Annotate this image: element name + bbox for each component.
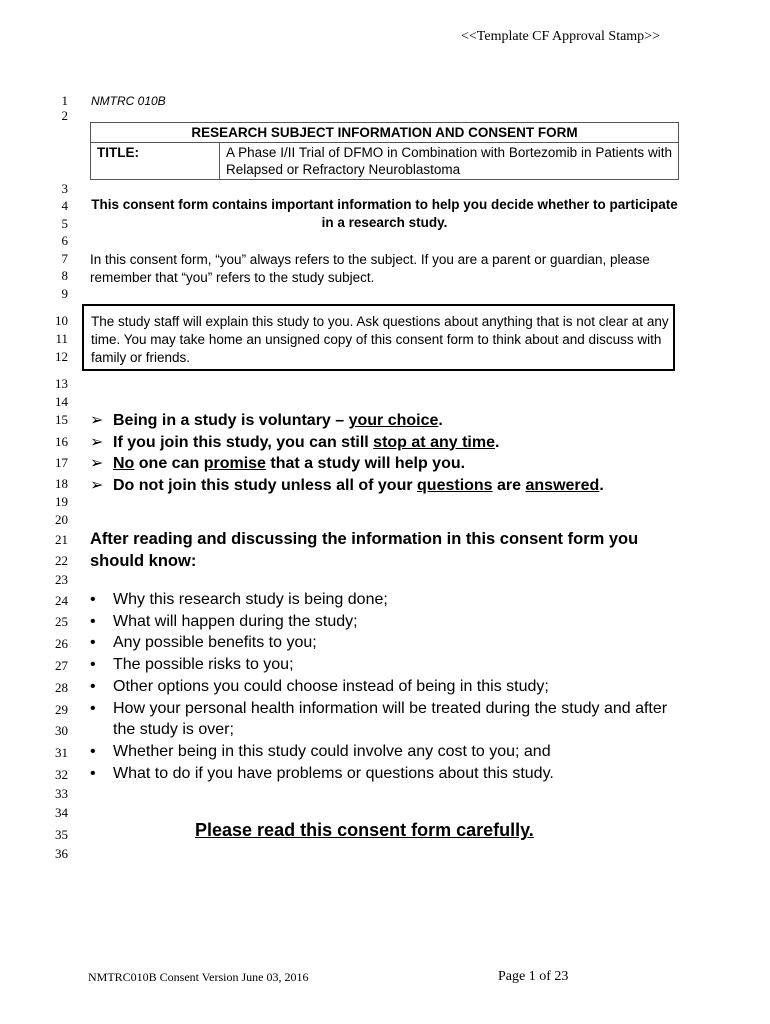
line-number: 27 bbox=[55, 658, 68, 673]
line-number: 23 bbox=[55, 572, 68, 587]
key-point-stop-anytime: ➢ If you join this study, you can still stop at any time. bbox=[90, 432, 604, 454]
line-number: 8 bbox=[61, 268, 68, 283]
read-carefully-notice: Please read this consent form carefully. bbox=[195, 820, 534, 840]
line-number: 28 bbox=[55, 680, 68, 695]
line-number: 11 bbox=[55, 331, 68, 346]
line-number: 22 bbox=[55, 553, 68, 568]
bullet-icon: • bbox=[90, 634, 96, 652]
footer-page-number: Page 1 of 23 bbox=[498, 969, 569, 984]
list-item: • What will happen during the study; bbox=[90, 611, 690, 633]
line-number: 21 bbox=[55, 532, 68, 547]
footer-version: NMTRC010B Consent Version June 03, 2016 bbox=[88, 970, 309, 984]
intro-statement: This consent form contains important information to help you decide whether to participate in a research study. bbox=[91, 197, 678, 230]
bullet-icon: • bbox=[90, 764, 96, 782]
bullet-icon: • bbox=[90, 612, 96, 630]
key-point-no-promise: ➢ No one can promise that a study will help you. bbox=[90, 453, 604, 475]
line-number: 12 bbox=[55, 349, 68, 364]
title-label: TITLE: bbox=[91, 143, 220, 180]
line-number: 17 bbox=[55, 455, 68, 470]
line-number: 24 bbox=[55, 593, 68, 608]
line-number: 26 bbox=[55, 636, 68, 651]
line-number: 31 bbox=[55, 745, 68, 760]
line-number: 3 bbox=[61, 181, 68, 196]
line-number: 4 bbox=[61, 198, 68, 213]
line-number: 34 bbox=[55, 805, 68, 820]
approval-stamp-placeholder: <<Template CF Approval Stamp>> bbox=[461, 29, 660, 44]
arrow-bullet-icon: ➢ bbox=[90, 433, 104, 451]
title-table bbox=[90, 122, 679, 180]
bullet-icon: • bbox=[90, 591, 96, 608]
arrow-bullet-icon: ➢ bbox=[90, 412, 104, 429]
line-number: 7 bbox=[61, 251, 68, 266]
key-point-questions-answered: ➢ Do not join this study unless all of your questions are answered. bbox=[90, 475, 604, 497]
line-number: 10 bbox=[55, 313, 68, 328]
key-point-voluntary: ➢ Being in a study is voluntary – your choice. bbox=[90, 410, 604, 432]
line-number: 30 bbox=[55, 723, 68, 738]
list-item: • Whether being in this study could involve any cost to you; and bbox=[90, 741, 690, 763]
line-number: 25 bbox=[55, 614, 68, 629]
line-number: 29 bbox=[55, 702, 68, 717]
list-item: • The possible risks to you; bbox=[90, 654, 690, 676]
study-staff-notice-box: The study staff will explain this study to you. Ask questions about anything that is not clear at any time. You may take home an unsigned copy of this consent form to think about and discuss with family or friends. bbox=[82, 304, 675, 371]
arrow-bullet-icon: ➢ bbox=[90, 455, 104, 472]
line-number: 20 bbox=[55, 512, 68, 527]
line-number: 33 bbox=[55, 786, 68, 801]
line-number: 18 bbox=[55, 476, 68, 491]
line-number: 5 bbox=[61, 216, 68, 231]
section-heading-should-know: After reading and discussing the information in this consent form you should know: bbox=[90, 530, 639, 570]
line-number: 9 bbox=[61, 286, 68, 301]
list-item: • Other options you could choose instead of being in this study; bbox=[90, 676, 690, 698]
line-number: 14 bbox=[55, 394, 68, 409]
line-number: 13 bbox=[55, 376, 68, 391]
list-item: • Any possible benefits to you; bbox=[90, 632, 690, 654]
line-number: 1 bbox=[61, 93, 68, 108]
arrow-bullet-icon: ➢ bbox=[90, 476, 104, 494]
line-number: 19 bbox=[55, 494, 68, 509]
line-number: 6 bbox=[61, 233, 68, 248]
bullet-icon: • bbox=[90, 699, 96, 717]
key-points-list bbox=[90, 410, 604, 496]
list-item: • Why this research study is being done; bbox=[90, 589, 690, 611]
subject-definition-note: In this consent form, “you” always refers to the subject. If you are a parent or guardian, please remember that “you” refers to the study subject. bbox=[90, 252, 650, 285]
line-number: 15 bbox=[55, 412, 68, 427]
form-heading: RESEARCH SUBJECT INFORMATION AND CONSENT FORM bbox=[91, 123, 679, 143]
line-number: 36 bbox=[55, 846, 68, 861]
should-know-list bbox=[90, 589, 690, 784]
list-item: • How your personal health information will be treated during the study and after the study is over; bbox=[90, 699, 668, 739]
line-number: 35 bbox=[55, 827, 68, 842]
bullet-icon: • bbox=[90, 656, 96, 674]
line-number: 32 bbox=[55, 767, 68, 782]
study-title: A Phase I/II Trial of DFMO in Combination with Bortezomib in Patients with Relapsed or Refractory Neuroblastoma bbox=[220, 143, 679, 180]
line-number: 16 bbox=[55, 434, 68, 449]
bullet-icon: • bbox=[90, 742, 96, 760]
line-number: 2 bbox=[61, 108, 68, 123]
list-item: • What to do if you have problems or questions about this study. bbox=[90, 763, 690, 785]
protocol-id: NMTRC 010B bbox=[91, 94, 166, 108]
bullet-icon: • bbox=[90, 677, 96, 695]
